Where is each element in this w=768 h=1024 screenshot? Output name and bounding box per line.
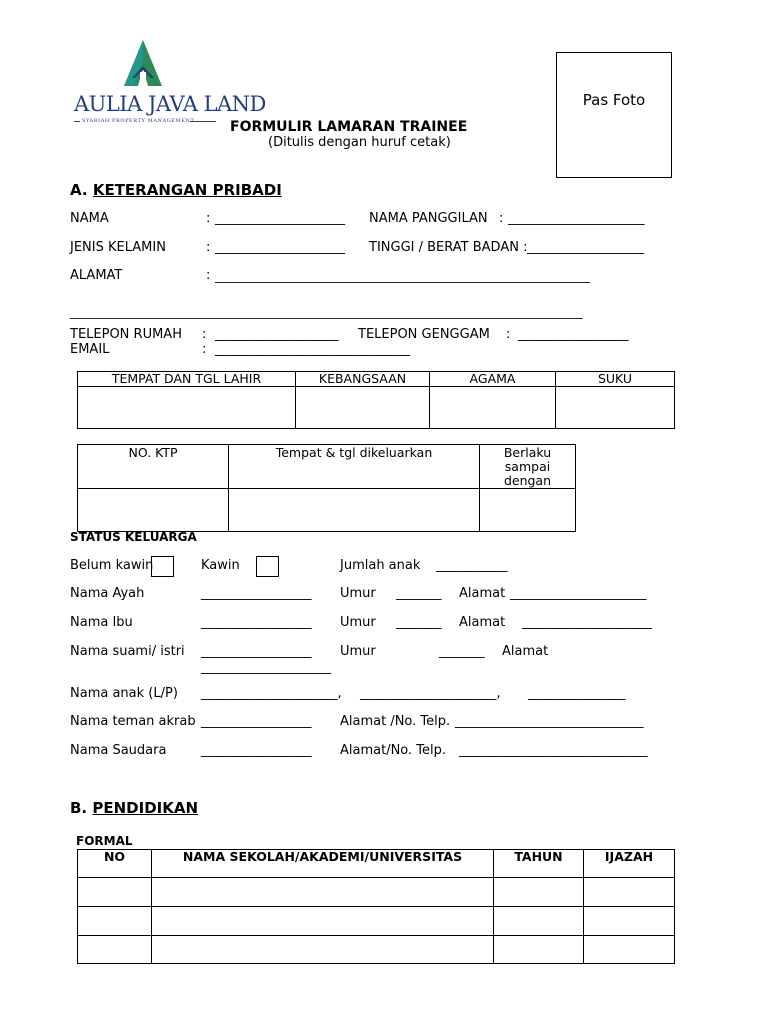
jenis-kelamin-colon: : [206, 240, 211, 255]
ayah-alamat-field[interactable]: _____________________ [510, 586, 647, 601]
alamat-field-line2[interactable]: __________________________________________________________________________________ [70, 304, 583, 319]
alamat-colon: : [206, 268, 211, 283]
table-row [78, 878, 675, 907]
formal-label: FORMAL [76, 834, 133, 848]
education-table [77, 849, 675, 964]
suami-istri-umur-field[interactable]: _______ [439, 644, 485, 659]
telepon-rumah-field[interactable]: ___________________ [215, 327, 339, 342]
edu-cell[interactable] [78, 936, 152, 964]
edu-cell[interactable] [152, 907, 494, 936]
jumlah-anak-label: Jumlah anak [340, 558, 421, 573]
edu-cell[interactable] [152, 878, 494, 907]
anak-field-1[interactable]: _____________________, [201, 686, 342, 701]
teman-alamat-field[interactable]: _____________________________ [455, 714, 644, 729]
table1-header-kebangsaan: KEBANGSAAN [296, 372, 430, 387]
table2-cell-berlaku[interactable] [480, 489, 576, 532]
jenis-kelamin-label: JENIS KELAMIN [70, 240, 166, 255]
section-b-title: PENDIDIKAN [92, 799, 199, 817]
telepon-rumah-colon: : [202, 327, 207, 342]
telepon-genggam-field[interactable]: _________________ [518, 327, 629, 342]
logo-rule-left [74, 121, 80, 122]
edu-cell[interactable] [494, 878, 584, 907]
table2-header-berlaku: Berlaku sampai dengan [480, 445, 576, 489]
saudara-alamat-field[interactable]: _____________________________ [459, 743, 648, 758]
table-row [78, 907, 675, 936]
edu-cell[interactable] [584, 878, 675, 907]
kawin-label: Kawin [201, 558, 240, 573]
section-b-letter: B. [70, 799, 88, 817]
edu-cell[interactable] [78, 907, 152, 936]
ibu-alamat-field[interactable]: ____________________ [522, 615, 652, 630]
email-label: EMAIL [70, 342, 110, 357]
anak-field-2[interactable]: _____________________, [360, 686, 501, 701]
saudara-label: Nama Saudara [70, 743, 167, 758]
ibu-umur-field[interactable]: _______ [396, 615, 442, 630]
ayah-label: Nama Ayah [70, 586, 145, 601]
ayah-alamat-label: Alamat [459, 586, 506, 601]
tinggi-berat-field[interactable]: __________________ [527, 240, 644, 255]
logo-name: AULIA JAVA LAND [74, 92, 266, 116]
teman-akrab-label: Nama teman akrab [70, 714, 196, 729]
teman-akrab-field[interactable]: _________________ [201, 714, 312, 729]
section-a-title: KETERANGAN PRIBADI [92, 181, 282, 199]
anak-field-3[interactable]: _______________ [528, 686, 626, 701]
alamat-field[interactable]: ____________________________________________________________ [215, 268, 590, 283]
email-colon: : [202, 342, 207, 357]
telepon-genggam-label: TELEPON GENGGAM [358, 327, 490, 342]
belum-kawin-checkbox[interactable] [151, 556, 174, 577]
ktp-table [77, 444, 576, 532]
table1-cell-suku[interactable] [556, 387, 675, 429]
logo-rule-right [190, 121, 216, 122]
table1-cell-agama[interactable] [430, 387, 556, 429]
form-subtitle: (Ditulis dengan huruf cetak) [268, 135, 451, 150]
table1-header-tempat-lahir: TEMPAT DAN TGL LAHIR [78, 372, 296, 387]
status-keluarga-heading: STATUS KELUARGA [70, 530, 197, 544]
kawin-checkbox[interactable] [256, 556, 279, 577]
edu-cell[interactable] [152, 936, 494, 964]
nama-colon: : [206, 211, 211, 226]
table1-cell-kebangsaan[interactable] [296, 387, 430, 429]
anak-label: Nama anak (L/P) [70, 686, 178, 701]
nama-label: NAMA [70, 211, 109, 226]
edu-cell[interactable] [584, 907, 675, 936]
suami-istri-umur-label: Umur [340, 644, 376, 659]
section-a-letter: A. [70, 181, 88, 199]
edu-header-nama: NAMA SEKOLAH/AKADEMI/UNIVERSITAS [152, 850, 494, 878]
edu-header-tahun: TAHUN [494, 850, 584, 878]
ayah-field[interactable]: _________________ [201, 586, 312, 601]
table2-cell-tempat-tgl[interactable] [229, 489, 480, 532]
section-a-heading [70, 181, 282, 199]
panggilan-colon: : [499, 211, 504, 226]
suami-istri-label: Nama suami/ istri [70, 644, 185, 659]
form-title: FORMULIR LAMARAN TRAINEE [230, 119, 468, 135]
panggilan-field[interactable]: _____________________ [508, 211, 645, 226]
ibu-umur-label: Umur [340, 615, 376, 630]
alamat-label: ALAMAT [70, 268, 123, 283]
photo-box[interactable] [556, 52, 672, 178]
photo-box-label: Pas Foto [582, 91, 646, 109]
telepon-genggam-colon: : [506, 327, 511, 342]
tinggi-berat-label: TINGGI / BERAT BADAN : [369, 240, 528, 255]
jenis-kelamin-field[interactable]: ____________________ [215, 240, 345, 255]
table1-header-agama: AGAMA [430, 372, 556, 387]
edu-header-no: NO [78, 850, 152, 878]
teman-alamat-label: Alamat /No. Telp. [340, 714, 451, 729]
table2-header-no-ktp: NO. KTP [78, 445, 229, 489]
suami-istri-field-line2[interactable]: ____________________ [201, 660, 331, 675]
jumlah-anak-field[interactable]: ___________ [436, 558, 508, 573]
panggilan-label: NAMA PANGGILAN [369, 211, 488, 226]
telepon-rumah-label: TELEPON RUMAH [70, 327, 182, 342]
ibu-field[interactable]: _________________ [201, 615, 312, 630]
ayah-umur-field[interactable]: _______ [396, 586, 442, 601]
company-logo-icon [118, 38, 168, 88]
ibu-label: Nama Ibu [70, 615, 133, 630]
edu-cell[interactable] [584, 936, 675, 964]
saudara-field[interactable]: _________________ [201, 743, 312, 758]
suami-istri-field[interactable]: _________________ [201, 644, 312, 659]
table1-cell-tempat-lahir[interactable] [78, 387, 296, 429]
edu-cell[interactable] [494, 907, 584, 936]
suami-istri-alamat-label: Alamat [502, 644, 549, 659]
table-row [78, 936, 675, 964]
logo-tagline: SYARIAH PROPERTY MANAGEMENT [82, 118, 195, 124]
saudara-alamat-label: Alamat/No. Telp. [340, 743, 447, 758]
table2-header-tempat-tgl: Tempat & tgl dikeluarkan [229, 445, 480, 489]
nama-field[interactable]: ____________________ [215, 211, 345, 226]
edu-cell[interactable] [78, 878, 152, 907]
birth-nationality-table [77, 371, 675, 429]
edu-header-ijazah: IJAZAH [584, 850, 675, 878]
belum-kawin-label: Belum kawin [70, 558, 154, 573]
email-field[interactable]: ______________________________ [215, 342, 410, 357]
table1-header-suku: SUKU [556, 372, 675, 387]
ibu-alamat-label: Alamat [459, 615, 506, 630]
table2-cell-no-ktp[interactable] [78, 489, 229, 532]
ayah-umur-label: Umur [340, 586, 376, 601]
edu-cell[interactable] [494, 936, 584, 964]
section-b-heading [70, 799, 198, 817]
